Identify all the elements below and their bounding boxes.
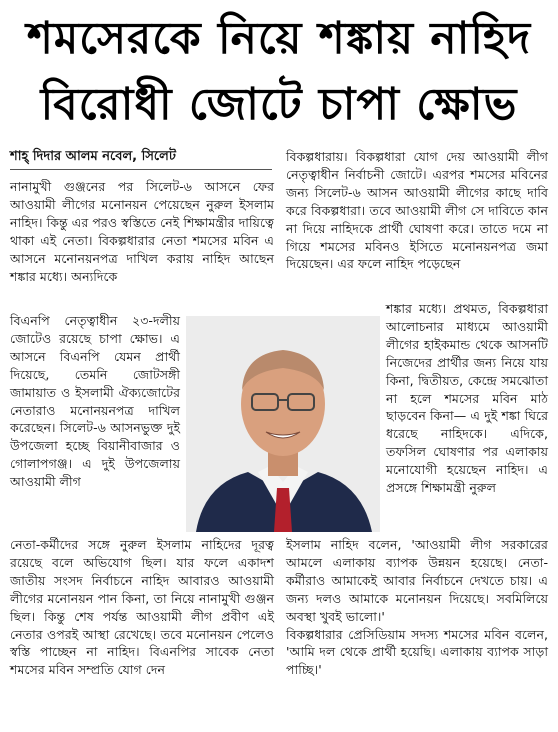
paragraph-right-bottom-1: ইসলাম নাহিদ বলেন, 'আওয়ামী লীগ সরকারের আমলে এলাকায় ব্যাপক উন্নয়ন হয়েছে। নেতা-কর্মীরাও আমাকেই আবার নির্বাচনে দেখতে চায়। এ জন্য দলও আমাকে মনোনয়ন দিয়েছে। সবমিলিয়ে অবস্থা খুবই ভালো।'	[286, 537, 548, 624]
headline	[0, 6, 558, 138]
article-column-left-bottom	[10, 536, 274, 679]
paragraph-right-bottom-2: বিকল্পধারার প্রেসিডিয়াম সদস্য শমসের মবিন বলেন, 'আমি দল থেকে প্রার্থী হয়েছি। এলাকায় ব্যাপক সাড়া পাচ্ছি।'	[286, 626, 548, 678]
portrait-illustration	[186, 316, 380, 532]
article-column-right-top	[286, 148, 548, 273]
article-column-right-bottom	[286, 536, 548, 679]
byline: শাহ্ দিদার আলম নবেল, সিলেট	[10, 148, 272, 170]
portrait-photo	[186, 316, 380, 532]
article-column-left-narrow	[10, 312, 180, 491]
article-column-right-narrow	[386, 300, 548, 497]
paragraph-right-narrow: শঙ্কার মধ্যে। প্রথমত, বিকল্পধারা আলোচনার মাধ্যমে আওয়ামী লীগের হাইকমান্ড থেকে আসনটি নিজেদের প্রার্থীর জন্য নিয়ে যায় কিনা, দ্বিতীয়ত, কেন্দ্রে সমঝোতা না হলে শমসের মবিন মাঠ ছাড়বেন কিনা— এ দুই শঙ্কা ঘিরে ধরেছে নাহিদকে। এদিকে, তফসিল ঘোষণার পর এলাকায় মনোযোগী হয়েছেন নাহিদ। এ প্রসঙ্গে শিক্ষামন্ত্রী নুরুল	[386, 301, 548, 496]
paragraph-left-bottom: নেতা-কর্মীদের সঙ্গে নুরুল ইসলাম নাহিদের দূরত্ব রয়েছে বলে অভিযোগ ছিল। যার ফলে একাদশ জাতীয় সংসদ নির্বাচনে নাহিদ আবারও আওয়ামী লীগের মনোনয়ন পান কিনা, তা নিয়ে নানামুখী গুঞ্জন ছিল। কিন্তু শেষ পর্যন্ত আওয়ামী লীগ প্রবীণ এই নেতার ওপরই আস্থা রেখেছে। তবে মনোনয়ন পেলেও স্বস্তি পাচ্ছেন না নাহিদ। বিএনপির সাবেক নেতা শমসের মবিন সম্প্রতি যোগ দেন	[10, 537, 274, 678]
headline-line-1: শমসেরকে নিয়ে শঙ্কায় নাহিদ	[26, 13, 532, 64]
article-column-left-top	[10, 178, 274, 285]
headline-line-2: বিরোধী জোটে চাপা ক্ষোভ	[40, 79, 518, 130]
necktie	[274, 488, 292, 532]
paragraph-right-top: বিকল্পধারায়। বিকল্পধারা যোগ দেয় আওয়ামী লীগ নেতৃত্বাধীন নির্বাচনী জোটে। এরপর শমসের মবিনের জন্য সিলেট-৬ আসন আওয়ামী লীগের কাছে দাবি করে বিকল্পধারা। তবে আওয়ামী লীগ সে দাবিতে কান না দিয়ে নাহিদকে প্রার্থী ঘোষণা করে। তাতে দমে না গিয়ে শমসের মবিনও ইসিতে মনোনয়নপত্র জমা দিয়েছেন। এর ফলে নাহিদ পড়েছেন	[286, 149, 548, 272]
paragraph-left-top: নানামুখী গুঞ্জনের পর সিলেট-৬ আসনে ফের আওয়ামী লীগের মনোনয়ন পেয়েছেন নুরুল ইসলাম নাহিদ। কিন্তু এর পরও স্বস্তিতে নেই শিক্ষামন্ত্রীর দায়িত্বে থাকা এই নেতা। বিকল্পধারার নেতা শমসের মবিন এ আসনে মনোনয়নপত্র দাখিল করায় নাহিদ আছেন শঙ্কার মধ্যে। অন্যদিকে	[10, 179, 274, 284]
paragraph-left-narrow: বিএনপি নেতৃত্বাধীন ২৩-দলীয় জোটেও রয়েছে চাপা ক্ষোভ। এ আসনে বিএনপি যেমন প্রার্থী দিয়েছে, তেমনি জোটসঙ্গী জামায়াত ও ইসলামী ঐক্যজোটের নেতারাও মনোনয়নপত্র দাখিল করেছেন। সিলেট-৬ আসনভুক্ত দুই উপজেলা হচ্ছে বিয়ানীবাজার ও গোলাপগঞ্জ। এ দুই উপজেলায় আওয়ামী লীগ	[10, 313, 180, 490]
